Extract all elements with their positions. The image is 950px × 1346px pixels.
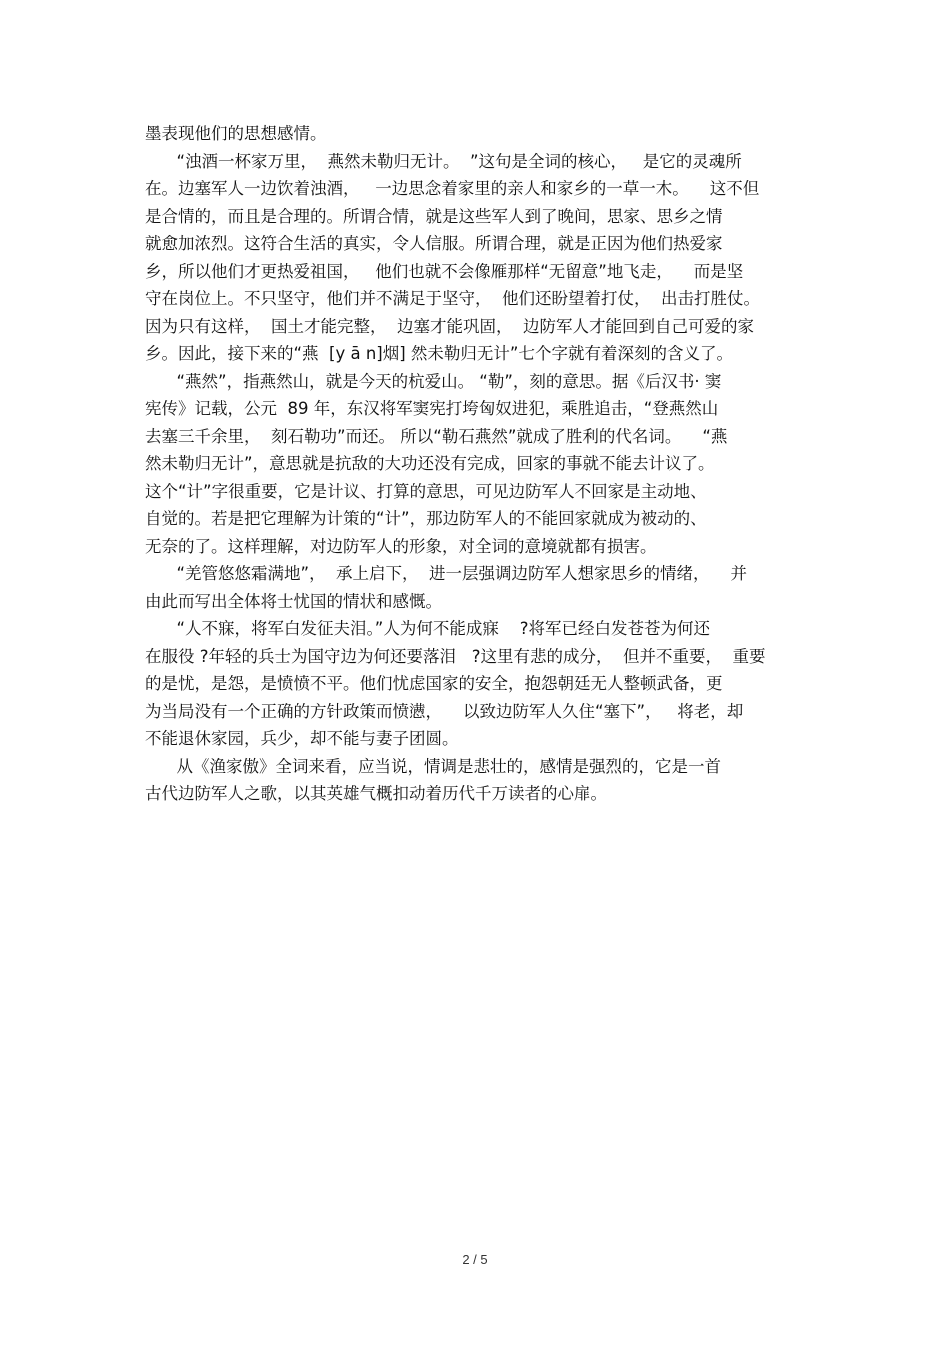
text-line: 墨表现他们的思想感情。 xyxy=(145,124,327,143)
text-line: 自觉的。若是把它理解为计策的“计”，那边防军人的不能回家就成为被动的、 xyxy=(145,509,707,528)
text-line: 就愈加浓烈。这符合生活的真实，令人信服。所谓合理，就是正因为他们热爱家 xyxy=(145,234,723,253)
text-line: 乡，所以他们才更热爱祖国， 他们也就不会像雁那样“无留意”地飞走， 而是坚 xyxy=(145,261,744,281)
page-number: 2 / 5 xyxy=(462,1252,488,1267)
text-line: “羌管悠悠霜满地”， 承上启下， 进一层强调边防军人想家思乡的情绪， 并 xyxy=(145,564,748,583)
text-line: 这个“计”字很重要，它是计议、打算的意思，可见边防军人不回家是主动地、 xyxy=(145,481,707,501)
text-line: 因为只有这样， 国土才能完整， 边塞才能巩固， 边防军人才能回到自己可爱的家 xyxy=(145,316,754,336)
text-line: 守在岗位上。不只坚守，他们并不满足于坚守， 他们还盼望着打仗， 出击打胜仗。 xyxy=(145,289,760,308)
text-line: 去塞三千余里， 刻石勒功”而还。 所以“勒石燕然”就成了胜利的代名词。 “燕 xyxy=(145,426,728,446)
text-line: 在服役 ?年轻的兵士为国守边为何还要落泪 ?这里有悲的成分， 但并不重要， 重要 xyxy=(145,646,766,666)
body-text xyxy=(145,120,815,808)
text-line: 的是忧，是怨，是愤愤不平。他们忧虑国家的安全，抱怨朝廷无人整顿武备，更 xyxy=(145,674,723,693)
text-line: 不能退休家园，兵少，却不能与妻子团圆。 xyxy=(145,729,459,748)
text-line: 乡。因此，接下来的“燕 [y ā n]烟] 然未勒归无计”七个字就有着深刻的含义了。 xyxy=(145,344,733,363)
text-line: 然未勒归无计”，意思就是抗敌的大功还没有完成，回家的事就不能去计议了。 xyxy=(145,454,715,473)
text-line: 是合情的，而且是合理的。所谓合情，就是这些军人到了晚间，思家、思乡之情 xyxy=(145,206,723,226)
text-line: 由此而写出全体将士忧国的情状和感慨。 xyxy=(145,591,442,611)
text-line: 古代边防军人之歌，以其英雄气概扣动着历代千万读者的心扉。 xyxy=(145,784,607,803)
text-line: 无奈的了。这样理解，对边防军人的形象，对全词的意境就都有损害。 xyxy=(145,536,657,556)
text-line: 在。边塞军人一边饮着浊酒， 一边思念着家里的亲人和家乡的一草一木。 这不但 xyxy=(145,179,760,198)
text-line: 为当局没有一个正确的方针政策而愤懑， 以致边防军人久住“塞下”， 将老，却 xyxy=(145,701,744,721)
text-line: “人不寐，将军白发征夫泪。”人为何不能成寐 ?将军已经白发苍苍为何还 xyxy=(145,619,711,638)
text-line: “燕然”，指燕然山，就是今天的杭爱山。 “勒”，刻的意思。据《后汉书· 窦 xyxy=(145,371,722,391)
text-line: “浊酒一杯家万里， 燕然未勒归无计。 ”这句是全词的核心， 是它的灵魂所 xyxy=(145,151,742,171)
text-line: 从《渔家傲》全词来看，应当说，情调是悲壮的，感情是强烈的，它是一首 xyxy=(145,756,721,776)
text-line: 宪传》记载，公元 89 年，东汉将军窦宪打垮匈奴进犯，乘胜追击，“登燕然山 xyxy=(145,399,719,418)
